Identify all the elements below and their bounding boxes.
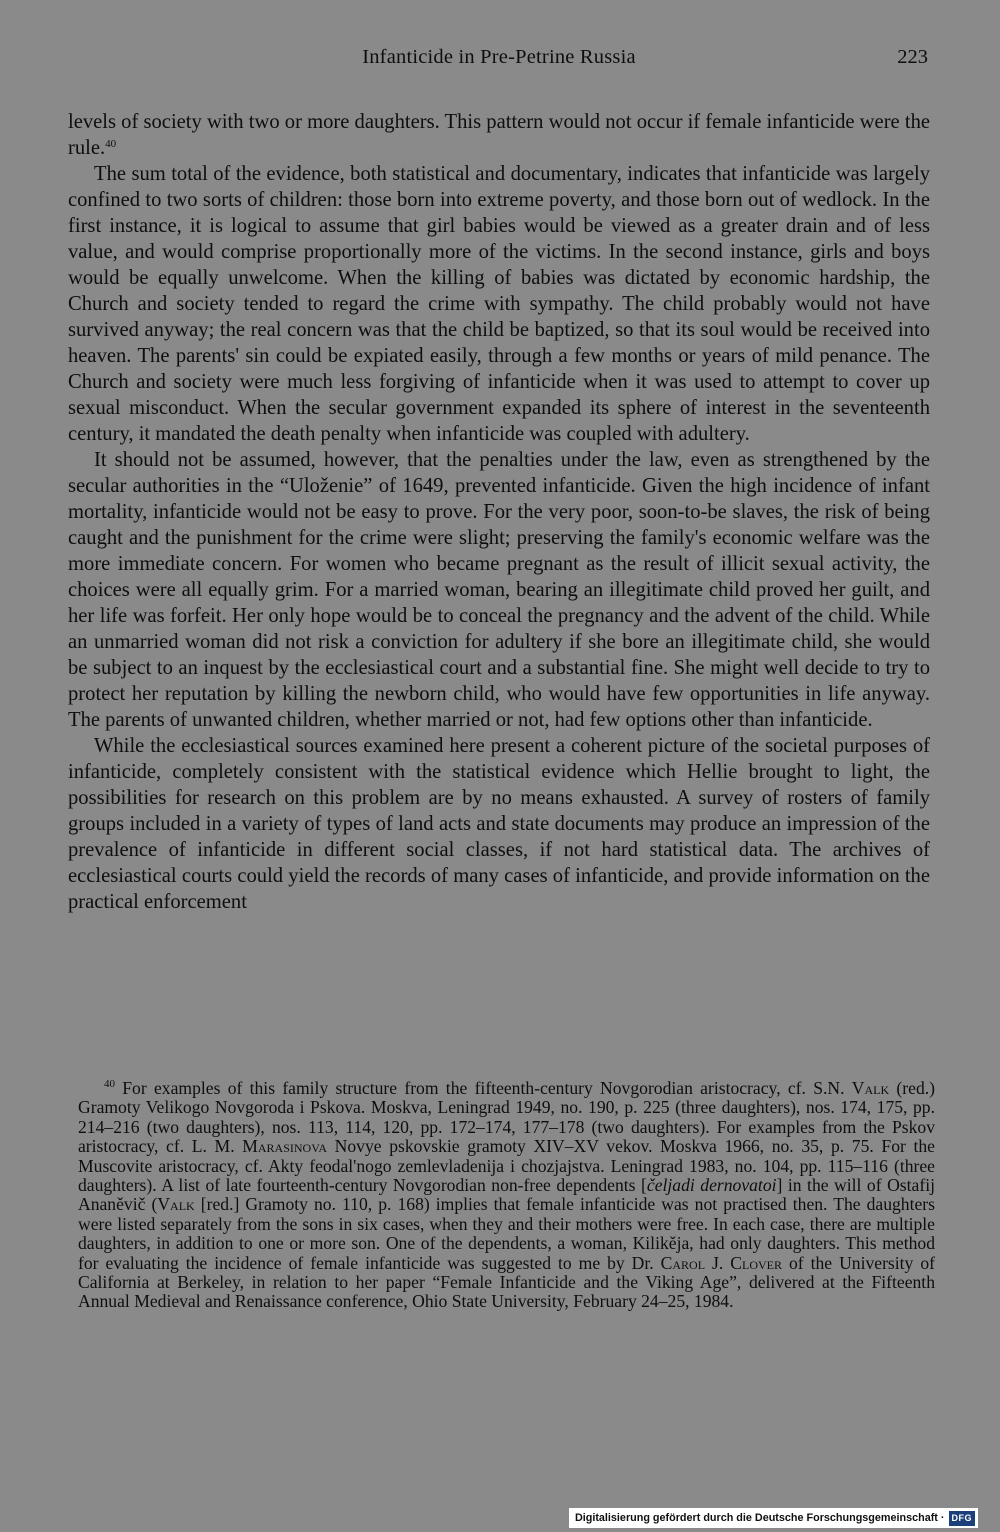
footnote-ref-40[interactable]: 40 [105,138,117,150]
footnote-text-5: [red.] Gramoty no. 110, p. 168) implies that female infanticide was not practised then. The daughters were listed separately from the sons in six cases, when they and their mothers were free. In each case, there are multiple daughters, in addition to one or more son. One of the dependents, a woman, Kilikěja, had only daughters. This method for evaluating the incidence of female infanticide was suggested to me by Dr. [78,1194,935,1273]
footnotes [78,1079,935,1312]
paragraph-4: While the ecclesiastical sources examined here present a coherent picture of the societal purposes of infanticide, completely consistent with the statistical evidence which Hellie brought to light, the possibilities for research on this problem are by no means exhausted. A survey of rosters of family groups included in a variety of types of land acts and state documents may produce an impression of the prevalence of infanticide in different social classes, if not hard statistical data. The archives of ecclesiastical courts could yield the records of many cases of infanticide, and provide information on the practical enforcement [68,735,930,913]
digitization-credit [569,1508,978,1528]
footnote-text-7: of the University of California at Berkeley, in relation to her paper “Female Infanticide and the Viking Age”, delivered at the Fifteenth Annual Medieval and Renaissance conference, Ohio State University, February 24–25, 1984. [78,1252,935,1312]
author-valk-2: Valk [157,1194,195,1215]
paragraph-3: It should not be assumed, however, that the penalties under the law, even as strengthened by the secular authorities in the “Uloženie” of 1649, prevented infanticide. Given the high incidence of infant mortality, infanticide would not be easy to prove. For the very poor, soon-to-be slaves, the risk of being caught and the punishment for the crime were slight; preserving the family's economic welfare was the more immediate concern. For women who became pregnant as the result of illicit sexual activity, the choices were all equally grim. For a married woman, bearing an illegitimate child proved her guilt, and her life was forfeit. Her only hope would be to conceal the pregnancy and the advent of the child. While an unmarried woman did not risk a conviction for adultery if she bore an illegitimate child, she would be subject to an inquest by the ecclesiastical court and a substantial fine. She might well decide to try to protect her reputation by killing the newborn child, who would have few opportunities in life anyway. The parents of unwanted children, whether married or not, had few options other than infanticide. [68,449,930,731]
running-title: Infanticide in Pre-Petrine Russia [362,46,636,68]
author-marasinova: Marasinova [242,1136,328,1157]
credit-text: Digitalisierung gefördert durch die Deutsche Forschungsgemeinschaft · [574,1512,945,1524]
paragraph-1 [68,109,930,161]
term-celjadi: čeljadi dernovatoi [646,1175,777,1196]
footnote-text-3: Novye pskovskie gramoty XIV–XV vekov. Moskva 1966, no. 35, p. 75. For the Muscovite aristocracy, cf. Akty feodal'nogo zemlevladenija i chozjajstva. Leningrad 1983, no. 104, pp. 115–116 (three daughters). A list of late fourteenth-century Novgorodian non-free dependents [ [78,1136,935,1196]
footnote-text-4: ] in the will of Ostafij Ananěvič ( [78,1175,935,1215]
name-clover: Clover [730,1252,782,1273]
footnote-text-6: J. [705,1252,731,1273]
footnote-text-1: For examples of this family structure from the fifteenth-century Novgorodian aristocracy, cf. S.N. [115,1078,852,1098]
author-valk: Valk [851,1078,890,1098]
paragraph-1-text: levels of society with two or more daughters. This pattern would not occur if female infanticide were the rule. [68,111,931,159]
dfg-logo: DFG [949,1511,976,1526]
footnote-text-2: (red.) Gramoty Velikogo Novgoroda i Pskova. Moskva, Leningrad 1949, no. 190, p. 225 (three daughters), nos. 174, 175, pp. 214–216 (two daughters), nos. 113, 114, 120, pp. 172–174, 177–178 (two daughters). For examples from the Pskov aristocracy, cf. L. M. [78,1078,935,1157]
body-text [68,109,930,915]
footnote-40 [78,1079,935,1312]
page-number: 223 [897,46,928,68]
name-carol: Carol [660,1252,706,1273]
paragraph-2: The sum total of the evidence, both statistical and documentary, indicates that infanticide was largely confined to two sorts of children: those born into extreme poverty, and those born out of wedlock. In the first instance, it is logical to assume that girl babies would be viewed as a greater drain and of less value, and would comprise proportionally more of the victims. In the second instance, girls and boys would be equally unwelcome. When the killing of babies was dictated by economic hardship, the Church and society tended to regard the crime with sympathy. The child probably would not have survived anyway; the real concern was that the child be baptized, so that its soul would be received into heaven. The parents' sin could be expiated easily, through a few months or years of mild penance. The Church and society were much less forgiving of infanticide when it was used to attempt to cover up sexual misconduct. When the secular government expanded its sphere of interest in the seventeenth century, it mandated the death penalty when infanticide was coupled with adultery. [68,163,930,445]
footnote-number: 40 [104,1078,115,1090]
running-head [68,46,930,76]
